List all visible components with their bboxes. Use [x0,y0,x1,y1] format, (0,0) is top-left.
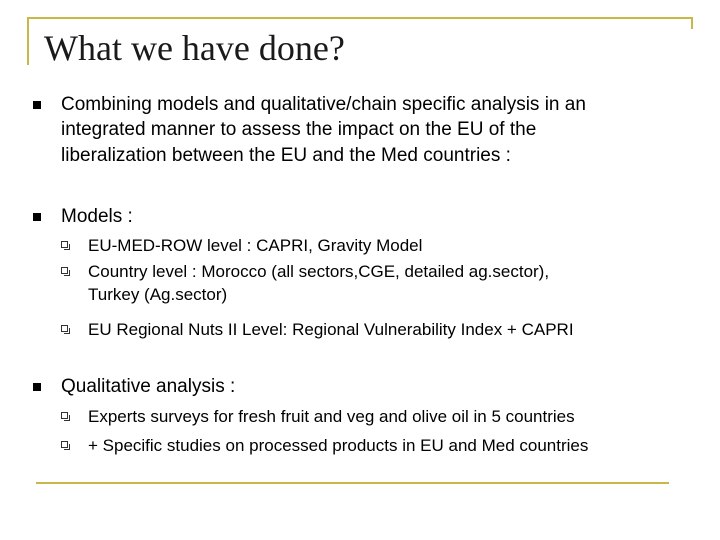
sub-bullet-text-continued: Turkey (Ag.sector) [88,285,228,304]
title-frame-right [691,17,693,29]
sub-bullet-marker [61,325,68,332]
bullet-marker [33,101,41,109]
sub-bullet-text: EU-MED-ROW level : CAPRI, Gravity Model [88,236,423,255]
sub-bullet-text: EU Regional Nuts II Level: Regional Vulnerability Index + CAPRI [88,320,574,339]
sub-bullet-text: Country level : Morocco (all sectors,CGE, detailed ag.sector), [88,262,550,281]
sub-bullet-marker [61,412,68,419]
bullet-2-text: Models : [61,206,133,227]
slide-title: What we have done? [44,28,345,68]
bullet-3-text: Qualitative analysis : [61,376,236,397]
sub-bullet-marker [61,441,68,448]
bullet-1-line-2: integrated manner to assess the impact on the EU of the [61,119,537,140]
bullet-1-line-3: liberalization between the EU and the Med countries : [61,145,511,166]
bullet-marker [33,383,41,391]
sub-bullet-text: + Specific studies on processed products in EU and Med countries [88,436,589,455]
sub-bullet-text: Experts surveys for fresh fruit and veg and olive oil in 5 countries [88,407,575,426]
footer-rule [36,482,669,484]
title-frame-top [27,17,693,19]
sub-bullet-marker [61,267,68,274]
bullet-1-line-1: Combining models and qualitative/chain specific analysis in an [61,94,586,115]
sub-bullet-marker [61,241,68,248]
title-frame-left [27,17,29,65]
bullet-marker [33,213,41,221]
